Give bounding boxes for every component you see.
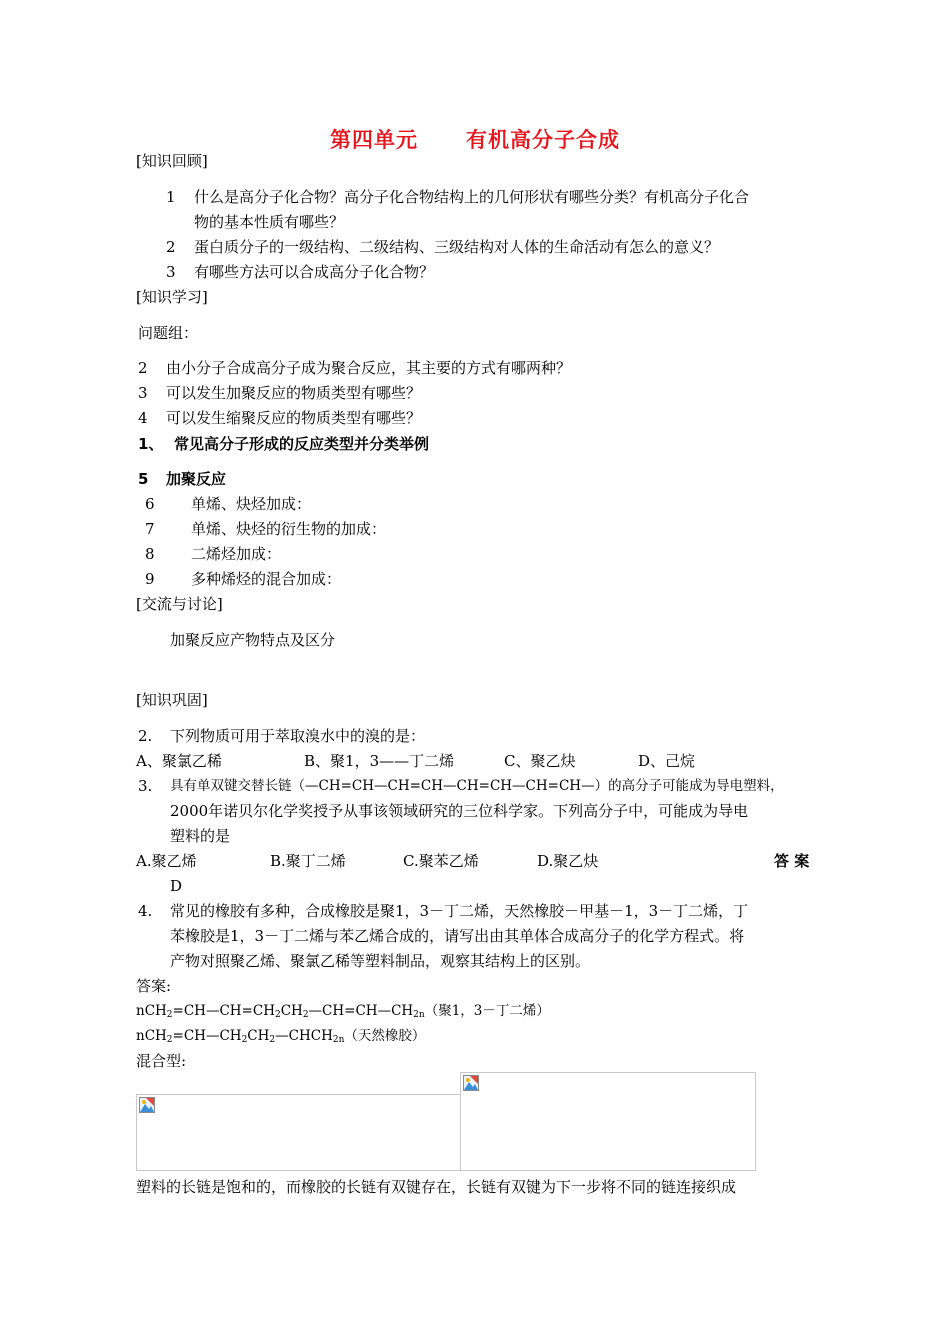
sub-item-9-num: 9 <box>145 570 155 588</box>
answer-label: 答案: <box>136 977 172 995</box>
question-4-text: 可以发生缩聚反应的物质类型有哪些？ <box>166 409 422 427</box>
section-review: [知识回顾] <box>136 152 208 170</box>
question-3-text: 可以发生加聚反应的物质类型有哪些？ <box>166 384 422 402</box>
q2-text: 下列物质可用于萃取溴水中的溴的是： <box>170 727 426 745</box>
sub-item-7-text: 单烯、炔烃的衍生物的加成： <box>191 520 387 538</box>
title-part2: 有机高分子合成 <box>466 128 620 152</box>
section-study: [知识学习] <box>136 288 208 306</box>
q3-line3: 塑料的是 <box>170 827 231 845</box>
section-consolidate: [知识巩固] <box>136 691 208 709</box>
broken-image-icon <box>139 1097 155 1113</box>
heading-5-text: 加聚反应 <box>166 470 227 488</box>
q3-option-d: D.聚乙炔 <box>537 852 599 870</box>
broken-image-icon <box>463 1075 479 1091</box>
image-placeholder-left <box>136 1094 462 1171</box>
mixed-label: 混合型: <box>136 1052 187 1070</box>
sub-item-8-text: 二烯烃加成： <box>191 545 282 563</box>
q2-num: 2. <box>138 727 153 745</box>
q4-line1: 常见的橡胶有多种，合成橡胶是聚1，3－丁二烯，天然橡胶－甲基－1，3－丁二烯，丁 <box>170 902 749 920</box>
q3-answer-label: 答 案 <box>774 852 810 870</box>
q2-option-b: B、聚1，3——丁二烯 <box>304 752 455 770</box>
q2-option-d: D、己烷 <box>638 752 696 770</box>
review-2-num: 2 <box>166 238 176 256</box>
equation-1: $nCH_2=CH—CH=CH_2CH_2—CH=CH—CH_{2n}$（聚1，3－丁二烯） <box>136 1003 550 1020</box>
q3-answer: D <box>170 877 183 895</box>
q2-option-a: A、聚氯乙稀 <box>136 752 222 770</box>
section-discuss: [交流与讨论] <box>136 595 223 613</box>
q3-option-b: B.聚丁二烯 <box>270 852 346 870</box>
bottom-text: 塑料的长链是饱和的，而橡胶的长链有双键存在，长链有双键为下一步将不同的链连接织成 <box>136 1178 737 1196</box>
q3-option-a: A.聚乙烯 <box>136 852 197 870</box>
equation-2: $nCH_2=CH—CH_2CH_2—CHCH_{2n}$（天然橡胶） <box>136 1028 426 1045</box>
q4-num: 4. <box>138 902 153 920</box>
q3-num: 3. <box>138 777 153 795</box>
question-3-num: 3 <box>138 384 148 402</box>
discuss-text: 加聚反应产物特点及区分 <box>170 631 336 649</box>
q2-option-c: C、聚乙炔 <box>504 752 576 770</box>
question-2-text: 由小分子合成高分子成为聚合反应，其主要的方式有哪两种？ <box>166 359 572 377</box>
question-4-num: 4 <box>138 409 148 427</box>
sub-item-8-num: 8 <box>145 545 155 563</box>
title-part1: 第四单元 <box>330 128 418 152</box>
heading-1-num: 1、 <box>138 435 164 453</box>
q3-option-c: C.聚苯乙烯 <box>403 852 479 870</box>
sub-item-6-text: 单烯、炔烃加成： <box>191 495 312 513</box>
q3-line1: 具有单双键交替长链（—CH=CH—CH=CH—CH=CH—CH=CH—）的高分子可能成为导电塑料， <box>170 778 784 794</box>
image-placeholder-right <box>460 1072 756 1171</box>
review-1-line2: 物的基本性质有哪些？ <box>194 213 345 231</box>
q3-line2: 2000年诺贝尔化学奖授予从事该领域研究的三位科学家。下列高分子中，可能成为导电 <box>170 802 749 820</box>
review-3-num: 3 <box>166 263 176 281</box>
sub-item-9-text: 多种烯烃的混合加成： <box>191 570 342 588</box>
heading-1-text: 常见高分子形成的反应类型并分类举例 <box>174 435 430 453</box>
q4-line3: 产物对照聚乙烯、聚氯乙稀等塑料制品，观察其结构上的区别。 <box>170 952 591 970</box>
sub-item-6-num: 6 <box>145 495 155 513</box>
q4-line2: 苯橡胶是1，3－丁二烯与苯乙烯合成的，请写出由其单体合成高分子的化学方程式。将 <box>170 927 745 945</box>
review-2-line1: 蛋白质分子的一级结构、二级结构、三级结构对人体的生命活动有怎么的意义？ <box>194 238 720 256</box>
page-title <box>0 124 950 154</box>
question-group-label: 问题组： <box>138 324 199 342</box>
question-2-num: 2 <box>138 359 148 377</box>
sub-item-7-num: 7 <box>145 520 155 538</box>
heading-5-num: 5 <box>138 470 149 488</box>
review-1-line1: 什么是高分子化合物？高分子化合物结构上的几何形状有哪些分类？有机高分子化合 <box>194 188 750 206</box>
review-1-num: 1 <box>166 188 176 206</box>
review-3-line1: 有哪些方法可以合成高分子化合物？ <box>194 263 435 281</box>
